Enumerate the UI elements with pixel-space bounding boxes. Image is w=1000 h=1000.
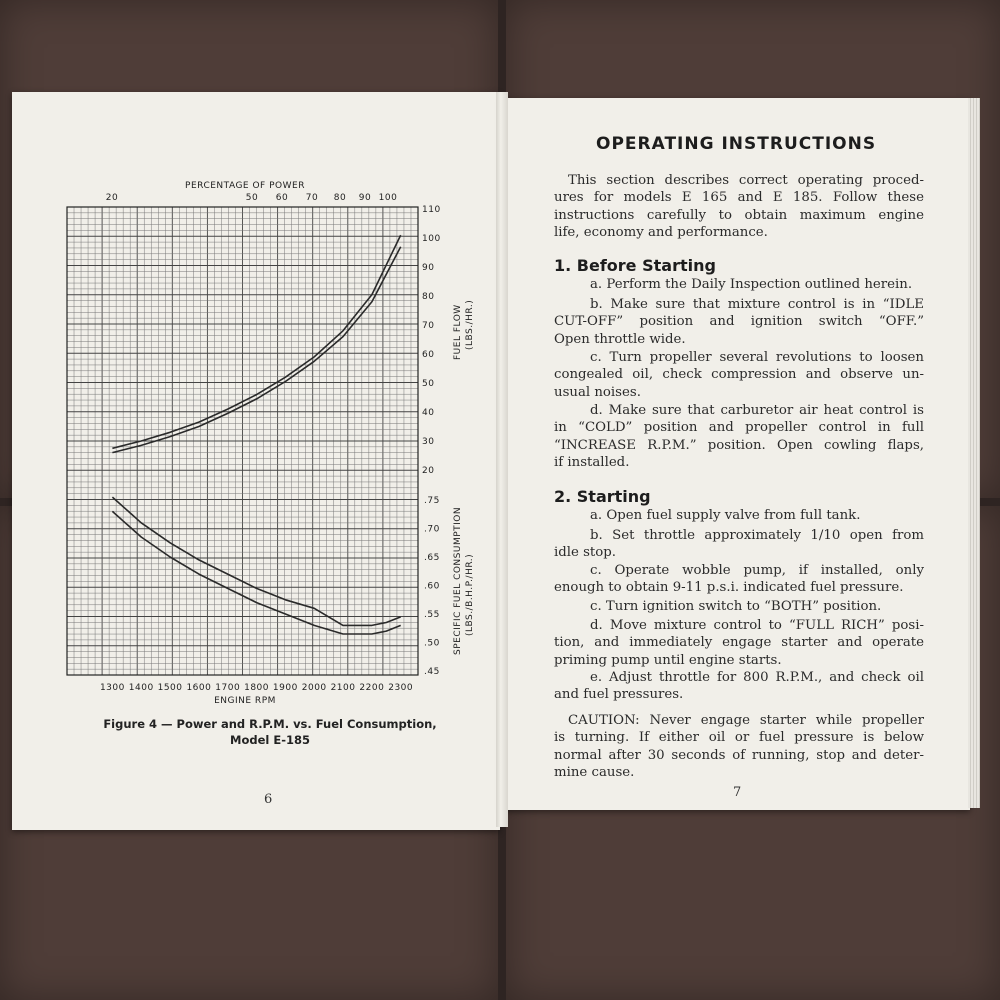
step-2b	[554, 527, 924, 562]
caption-line-1: Figure 4 — Power and R.P.M. vs. Fuel Consumption,	[103, 717, 437, 731]
x-tick-label: 1800	[244, 683, 270, 693]
fuel-flow-tick-label: 50	[422, 379, 435, 389]
sfc-tick-label: .65	[424, 553, 440, 563]
text-line: CUT-OFF” position and ignition switch “OFF.”	[554, 314, 924, 330]
caption-line-2: Model E-185	[230, 733, 310, 747]
text-line: enough to obtain 9-11 p.s.i. indicated fuel pressure.	[554, 580, 904, 596]
step-2c	[554, 562, 924, 597]
x-tick-label: 1900	[272, 683, 298, 693]
x-tick-label: 2300	[388, 683, 414, 693]
fuel-flow-tick-label: 30	[422, 437, 435, 447]
text-line: This section describes correct operating proced-	[568, 173, 924, 188]
top-tick-label: 20	[105, 193, 119, 203]
top-tick-label: 100	[378, 193, 398, 203]
top-tick-label: 50	[245, 193, 259, 203]
text-line: usual noises.	[554, 384, 641, 400]
section-heading-before-starting: 1. Before Starting	[554, 256, 716, 275]
text-line: and fuel pressures.	[554, 687, 684, 703]
x-tick-label: 1700	[215, 683, 241, 693]
x-tick-label: 1300	[99, 683, 125, 693]
text-line: CAUTION: Never engage starter while propeller	[568, 713, 924, 728]
text-line: a. Open fuel supply valve from full tank.	[590, 508, 861, 523]
fuel-flow-tick-label: 70	[422, 321, 435, 331]
fuel-flow-axis-title: FUEL FLOW	[453, 304, 463, 360]
sfc-tick-label: .75	[424, 496, 440, 506]
top-tick-label: 70	[305, 193, 319, 203]
text-line: b. Set throttle approximately 1/10 open from	[590, 528, 924, 543]
sfc-axis-unit: (LBS./B.H.P./HR.)	[465, 553, 475, 636]
x-tick-label: 2100	[330, 683, 356, 693]
fuel-flow-tick-label: 60	[422, 350, 435, 360]
fuel-flow-tick-label: 20	[422, 466, 435, 476]
fuel-flow-tick-label: 40	[422, 408, 435, 418]
step-1a	[554, 276, 924, 293]
text-line: Open throttle wide.	[554, 331, 686, 347]
step-2e	[554, 617, 924, 669]
page-title: OPERATING INSTRUCTIONS	[596, 134, 877, 154]
text-line: if installed.	[554, 454, 630, 470]
text-line: d. Move mixture control to “FULL RICH” posi-	[590, 618, 924, 633]
x-tick-label: 1600	[186, 683, 212, 693]
text-line: c. Turn ignition switch to “BOTH” position.	[590, 599, 882, 614]
text-line: d. Make sure that carburetor air heat control is	[590, 403, 924, 418]
text-line: is turning. If either oil or fuel pressure is below	[554, 730, 924, 746]
caution-note	[554, 712, 924, 781]
step-1b	[554, 296, 924, 348]
top-tick-label: 90	[358, 193, 372, 203]
text-line: b. Make sure that mixture control is in “IDLE	[590, 297, 924, 312]
x-axis-title: ENGINE RPM	[214, 696, 276, 706]
x-tick-label: 1400	[128, 683, 154, 693]
page-number-right: 7	[733, 785, 742, 800]
text-line: tion, and immediately engage starter and operate	[554, 635, 924, 651]
step-2f	[554, 669, 924, 704]
section-heading-starting: 2. Starting	[554, 487, 651, 506]
step-2d	[554, 598, 924, 615]
text-line: a. Perform the Daily Inspection outlined herein.	[590, 277, 913, 292]
text-line: congealed oil, check compression and observe un-	[554, 367, 924, 383]
step-1d	[554, 402, 924, 471]
text-line: priming pump until engine starts.	[554, 652, 782, 668]
text-line: c. Operate wobble pump, if installed, only	[590, 563, 924, 578]
sfc-tick-label: .50	[424, 638, 440, 649]
step-2a	[554, 507, 924, 524]
fuel-flow-tick-label: 80	[422, 292, 435, 302]
page-number-left: 6	[264, 792, 273, 807]
fuel-flow-tick-label: 100	[422, 234, 441, 244]
figure-caption	[60, 716, 480, 748]
text-line: instructions carefully to obtain maximum engine	[554, 207, 924, 223]
intro-paragraph	[554, 172, 924, 241]
top-tick-label: 80	[333, 193, 347, 203]
text-line: mine cause.	[554, 764, 635, 780]
text-line: e. Adjust throttle for 800 R.P.M., and check oil	[590, 670, 924, 685]
text-line: normal after 30 seconds of running, stop and deter-	[554, 747, 924, 763]
sfc-tick-label: .60	[424, 581, 440, 592]
text-line: c. Turn propeller several revolutions to loosen	[590, 350, 924, 365]
text-line: life, economy and performance.	[554, 224, 768, 240]
fuel-flow-tick-label: 110	[422, 205, 441, 215]
x-tick-label: 2000	[301, 683, 327, 693]
text-line: idle stop.	[554, 545, 617, 561]
x-tick-label: 1500	[157, 683, 183, 693]
text-line: ures for models E 165 and E 185. Follow these	[554, 190, 924, 206]
sfc-axis-title: SPECIFIC FUEL CONSUMPTION	[453, 506, 463, 655]
top-axis-title: PERCENTAGE OF POWER	[185, 181, 305, 191]
sfc-tick-label: .55	[424, 610, 440, 620]
sfc-tick-label: .45	[424, 667, 440, 677]
sfc-tick-label: .70	[424, 524, 440, 535]
x-tick-label: 2200	[359, 683, 385, 693]
text-line: “INCREASE R.P.M.” position. Open cowling flaps,	[554, 437, 924, 453]
fuel-flow-tick-label: 90	[422, 263, 435, 273]
top-tick-label: 60	[275, 193, 289, 203]
step-1c	[554, 349, 924, 401]
fuel-flow-axis-unit: (LBS./HR.)	[465, 299, 475, 350]
text-line: in “COLD” position and propeller control in full	[554, 420, 924, 436]
